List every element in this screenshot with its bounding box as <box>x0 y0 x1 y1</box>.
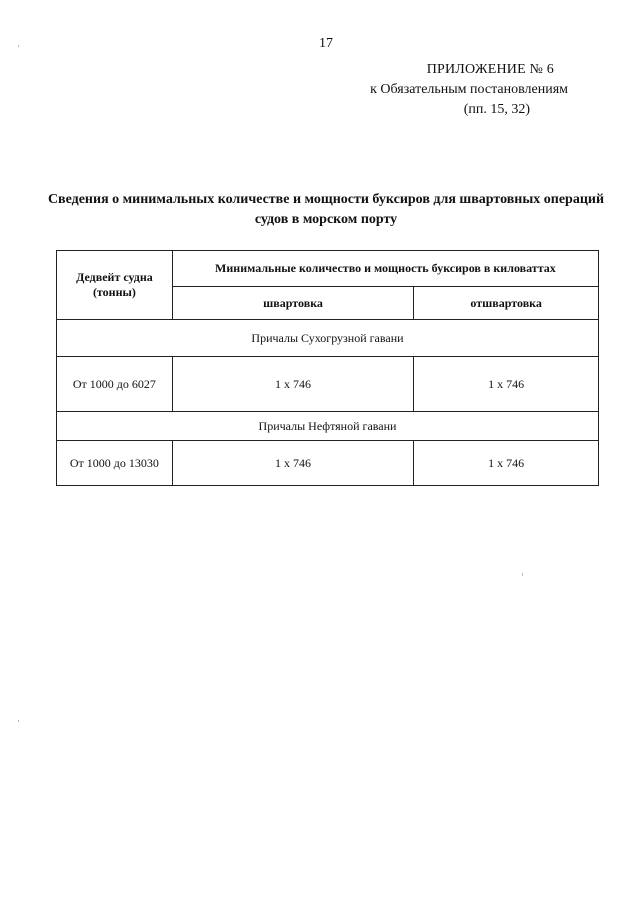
header-unmooring: отшвартовка <box>414 287 599 320</box>
document-title: Сведения о минимальных количестве и мощности буксиров для швартовных операций судов в морском порту <box>47 192 605 227</box>
header-mooring: швартовка <box>172 287 413 320</box>
section-oil-harbour: Причалы Нефтяной гавани <box>57 412 599 441</box>
cell-mooring: 1 х 746 <box>172 357 413 412</box>
appendix-number: ПРИЛОЖЕНИЕ № 6 <box>426 62 554 77</box>
section-row <box>57 320 599 357</box>
section-dry-cargo-harbour: Причалы Сухогрузной гавани <box>57 320 599 357</box>
scan-margin-mark <box>18 720 19 722</box>
scan-margin-mark <box>522 573 523 576</box>
cell-mooring: 1 х 746 <box>172 441 413 486</box>
appendix-reference: к Обязательным постановлениям <box>370 82 568 97</box>
section-row <box>57 412 599 441</box>
scan-margin-mark <box>18 45 19 47</box>
towage-table <box>56 250 599 486</box>
cell-deadweight: От 1000 до 6027 <box>57 357 173 412</box>
cell-unmooring: 1 х 746 <box>414 441 599 486</box>
header-tugs: Минимальные количество и мощность буксиров в киловаттах <box>172 251 598 287</box>
table-row <box>57 441 599 486</box>
table-row <box>57 357 599 412</box>
appendix-clauses: (пп. 15, 32) <box>463 102 530 117</box>
cell-unmooring: 1 х 746 <box>414 357 599 412</box>
page-number: 17 <box>319 36 333 51</box>
appendix-block <box>370 60 568 120</box>
table-header-row <box>57 251 599 287</box>
cell-deadweight: От 1000 до 13030 <box>57 441 173 486</box>
header-deadweight: Дедвейт судна (тонны) <box>57 251 173 320</box>
